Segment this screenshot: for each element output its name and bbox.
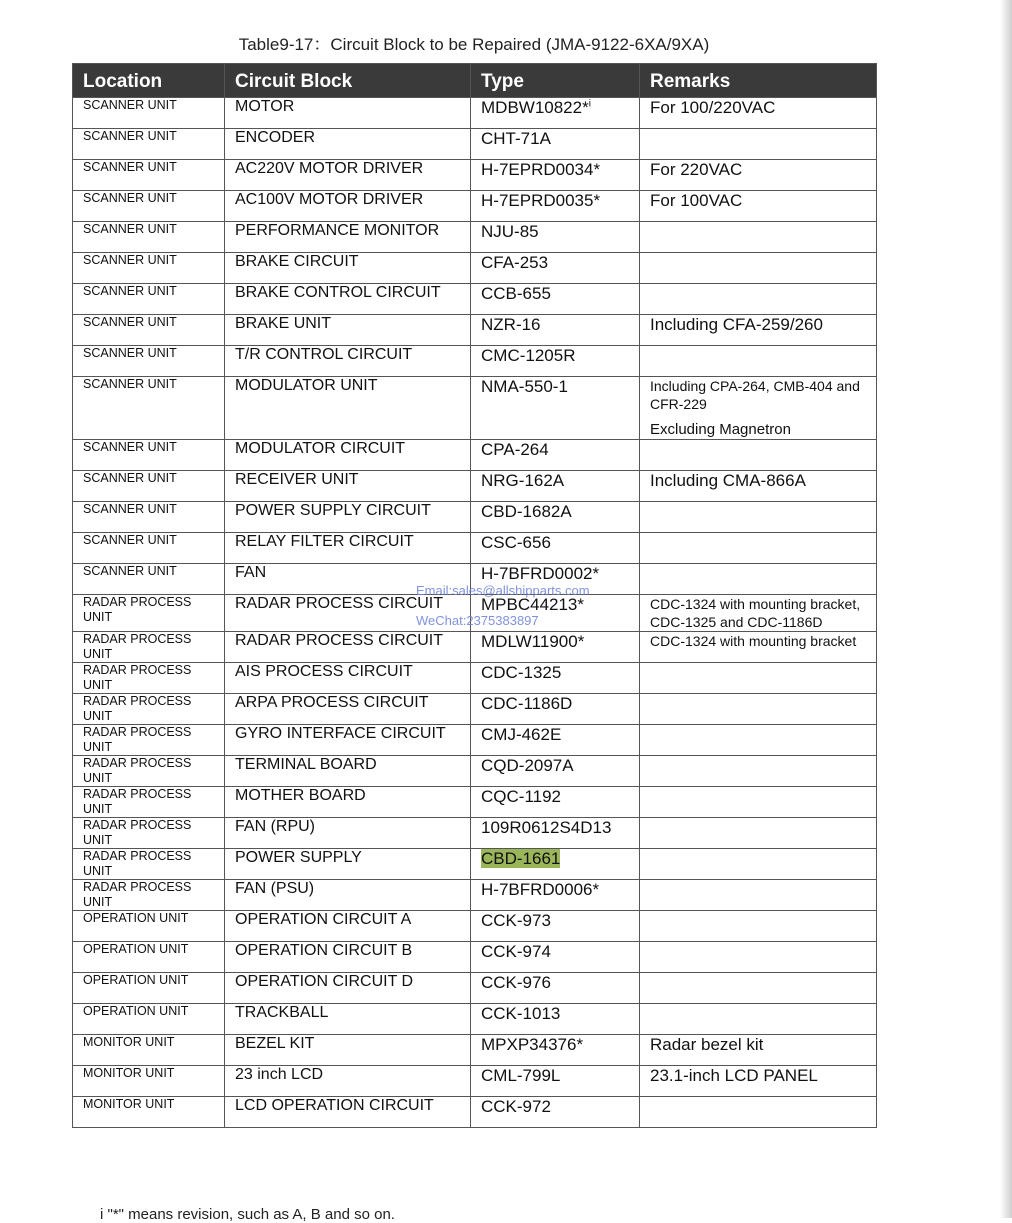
type-code: NZR-16	[481, 315, 541, 334]
cell-type	[471, 502, 640, 533]
table-row	[73, 502, 877, 533]
type-code: CCK-973	[481, 911, 551, 930]
type-code: CDC-1186D	[481, 694, 573, 713]
remarks-text: Including CFA-259/260	[650, 315, 823, 334]
remarks-text: 23.1-inch LCD PANEL	[650, 1066, 818, 1085]
cell-circuit-block: OPERATION CIRCUIT B	[225, 942, 471, 973]
cell-location: RADAR PROCESS UNIT	[73, 632, 225, 663]
cell-location: SCANNER UNIT	[73, 533, 225, 564]
cell-remarks	[640, 160, 877, 191]
type-code: CCK-972	[481, 1097, 551, 1116]
cell-type	[471, 1097, 640, 1128]
cell-circuit-block: 23 inch LCD	[225, 1066, 471, 1097]
cell-circuit-block: TERMINAL BOARD	[225, 756, 471, 787]
cell-type	[471, 284, 640, 315]
table-row	[73, 725, 877, 756]
type-code: CBD-1661	[481, 849, 561, 868]
type-code: NMA-550-1	[481, 377, 568, 396]
cell-type	[471, 880, 640, 911]
cell-remarks	[640, 346, 877, 377]
cell-location: SCANNER UNIT	[73, 129, 225, 160]
type-code: CBD-1682A	[481, 502, 572, 521]
cell-circuit-block: OPERATION CIRCUIT A	[225, 911, 471, 942]
cell-location: SCANNER UNIT	[73, 377, 225, 440]
cell-location: SCANNER UNIT	[73, 98, 225, 129]
cell-remarks	[640, 880, 877, 911]
cell-type	[471, 694, 640, 725]
type-code: H-7EPRD0035*	[481, 191, 601, 210]
table-row	[73, 253, 877, 284]
cell-circuit-block: MOTHER BOARD	[225, 787, 471, 818]
cell-type	[471, 129, 640, 160]
table-row	[73, 942, 877, 973]
header-circuit-block: Circuit Block	[225, 64, 471, 98]
cell-location: SCANNER UNIT	[73, 253, 225, 284]
header-location: Location	[73, 64, 225, 98]
cell-circuit-block: OPERATION CIRCUIT D	[225, 973, 471, 1004]
table-row	[73, 1066, 877, 1097]
remarks-text: For 100VAC	[650, 191, 743, 210]
table-row	[73, 1035, 877, 1066]
cell-remarks	[640, 818, 877, 849]
type-code: H-7BFRD0006*	[481, 880, 600, 899]
cell-location: RADAR PROCESS UNIT	[73, 818, 225, 849]
cell-location: RADAR PROCESS UNIT	[73, 694, 225, 725]
type-code: CSC-656	[481, 533, 551, 552]
cell-remarks	[640, 533, 877, 564]
table-row	[73, 98, 877, 129]
cell-location: SCANNER UNIT	[73, 284, 225, 315]
cell-circuit-block: BRAKE CONTROL CIRCUIT	[225, 284, 471, 315]
type-code: H-7BFRD0002*	[481, 564, 600, 583]
cell-circuit-block: TRACKBALL	[225, 1004, 471, 1035]
cell-circuit-block: BRAKE CIRCUIT	[225, 253, 471, 284]
cell-location: RADAR PROCESS UNIT	[73, 595, 225, 632]
cell-type	[471, 818, 640, 849]
cell-circuit-block: FAN (PSU)	[225, 880, 471, 911]
header-type: Type	[471, 64, 640, 98]
table-row	[73, 191, 877, 222]
header-remarks: Remarks	[640, 64, 877, 98]
remarks-text: For 220VAC	[650, 160, 743, 179]
table-row	[73, 632, 877, 663]
cell-remarks	[640, 663, 877, 694]
cell-circuit-block: BRAKE UNIT	[225, 315, 471, 346]
table-caption: Table9-17：Circuit Block to be Repaired (JMA-9122-6XA/9XA)	[238, 35, 710, 54]
cell-circuit-block: PERFORMANCE MONITOR	[225, 222, 471, 253]
type-code: CCK-976	[481, 973, 551, 992]
table-row	[73, 694, 877, 725]
cell-type	[471, 973, 640, 1004]
cell-location: RADAR PROCESS UNIT	[73, 725, 225, 756]
cell-remarks	[640, 98, 877, 129]
cell-type	[471, 315, 640, 346]
cell-type	[471, 440, 640, 471]
watermark-email: Email:sales@allshipparts.com	[416, 583, 590, 598]
cell-remarks	[640, 1035, 877, 1066]
cell-location: RADAR PROCESS UNIT	[73, 663, 225, 694]
cell-type	[471, 160, 640, 191]
type-code: MPBC44213*	[481, 595, 585, 614]
type-code: CCB-655	[481, 284, 551, 303]
type-code: 109R0612S4D13	[481, 818, 612, 837]
cell-circuit-block: BEZEL KIT	[225, 1035, 471, 1066]
cell-location: SCANNER UNIT	[73, 315, 225, 346]
cell-location: MONITOR UNIT	[73, 1066, 225, 1097]
cell-location: OPERATION UNIT	[73, 942, 225, 973]
cell-circuit-block: ENCODER	[225, 129, 471, 160]
cell-type	[471, 849, 640, 880]
cell-location: RADAR PROCESS UNIT	[73, 787, 225, 818]
remarks-text: For 100/220VAC	[650, 98, 776, 117]
cell-type	[471, 98, 640, 129]
cell-type	[471, 725, 640, 756]
table-row	[73, 911, 877, 942]
cell-type	[471, 253, 640, 284]
type-code: MDBW10822*	[481, 98, 589, 117]
cell-type	[471, 911, 640, 942]
footnote: i "*" means revision, such as A, B and so on.	[100, 1206, 395, 1223]
cell-type	[471, 1066, 640, 1097]
cell-circuit-block: MODULATOR CIRCUIT	[225, 440, 471, 471]
table-row	[73, 1004, 877, 1035]
cell-circuit-block: FAN	[225, 564, 471, 595]
cell-remarks	[640, 595, 877, 632]
cell-circuit-block: RADAR PROCESS CIRCUIT	[225, 595, 471, 632]
cell-circuit-block: RADAR PROCESS CIRCUIT	[225, 632, 471, 663]
table-row	[73, 315, 877, 346]
type-code: MPXP34376*	[481, 1035, 584, 1054]
cell-location: SCANNER UNIT	[73, 471, 225, 502]
remarks-text: Radar bezel kit	[650, 1035, 764, 1054]
footnote-marker: i	[588, 98, 591, 110]
type-code: CCK-1013	[481, 1004, 561, 1023]
cell-type	[471, 632, 640, 663]
cell-location: OPERATION UNIT	[73, 1004, 225, 1035]
cell-circuit-block: RELAY FILTER CIRCUIT	[225, 533, 471, 564]
type-code: NJU-85	[481, 222, 539, 241]
cell-circuit-block: AIS PROCESS CIRCUIT	[225, 663, 471, 694]
cell-location: SCANNER UNIT	[73, 222, 225, 253]
cell-location: SCANNER UNIT	[73, 564, 225, 595]
table-row	[73, 160, 877, 191]
type-code: CHT-71A	[481, 129, 551, 148]
cell-remarks	[640, 471, 877, 502]
cell-type	[471, 346, 640, 377]
cell-circuit-block: GYRO INTERFACE CIRCUIT	[225, 725, 471, 756]
table-row	[73, 222, 877, 253]
table-row	[73, 440, 877, 471]
table-row	[73, 377, 877, 440]
cell-location: RADAR PROCESS UNIT	[73, 880, 225, 911]
cell-type	[471, 222, 640, 253]
cell-remarks	[640, 315, 877, 346]
cell-location: OPERATION UNIT	[73, 973, 225, 1004]
table-row	[73, 129, 877, 160]
remarks-text: CDC-1324 with mounting bracket	[650, 633, 857, 649]
cell-remarks	[640, 911, 877, 942]
table-row	[73, 284, 877, 315]
cell-type	[471, 787, 640, 818]
type-code: CMJ-462E	[481, 725, 562, 744]
cell-remarks	[640, 1004, 877, 1035]
type-code: CQC-1192	[481, 787, 561, 806]
cell-circuit-block: RECEIVER UNIT	[225, 471, 471, 502]
cell-remarks	[640, 725, 877, 756]
remarks-text: Including CPA-264, CMB-404 and CFR-229	[650, 378, 860, 412]
cell-location: RADAR PROCESS UNIT	[73, 756, 225, 787]
cell-type	[471, 1035, 640, 1066]
cell-type	[471, 377, 640, 440]
cell-remarks	[640, 756, 877, 787]
cell-remarks	[640, 129, 877, 160]
cell-location: OPERATION UNIT	[73, 911, 225, 942]
cell-remarks	[640, 564, 877, 595]
cell-location: SCANNER UNIT	[73, 346, 225, 377]
cell-location: RADAR PROCESS UNIT	[73, 849, 225, 880]
table-row	[73, 533, 877, 564]
type-code: MDLW11900*	[481, 632, 585, 651]
cell-type	[471, 1004, 640, 1035]
cell-location: SCANNER UNIT	[73, 502, 225, 533]
cell-remarks	[640, 253, 877, 284]
cell-type	[471, 756, 640, 787]
cell-circuit-block: MODULATOR UNIT	[225, 377, 471, 440]
table-row	[73, 880, 877, 911]
cell-remarks	[640, 502, 877, 533]
cell-location: SCANNER UNIT	[73, 160, 225, 191]
cell-circuit-block: FAN (RPU)	[225, 818, 471, 849]
cell-remarks	[640, 191, 877, 222]
cell-type	[471, 942, 640, 973]
type-code: CDC-1325	[481, 663, 562, 682]
cell-circuit-block: AC220V MOTOR DRIVER	[225, 160, 471, 191]
cell-remarks	[640, 942, 877, 973]
cell-circuit-block: POWER SUPPLY	[225, 849, 471, 880]
type-code: CML-799L	[481, 1066, 561, 1085]
table-row	[73, 787, 877, 818]
type-code: CMC-1205R	[481, 346, 576, 365]
cell-circuit-block: POWER SUPPLY CIRCUIT	[225, 502, 471, 533]
remarks-text: Including CMA-866A	[650, 471, 806, 490]
table-row	[73, 1097, 877, 1128]
table-row	[73, 663, 877, 694]
cell-remarks	[640, 787, 877, 818]
cell-circuit-block: AC100V MOTOR DRIVER	[225, 191, 471, 222]
cell-circuit-block: LCD OPERATION CIRCUIT	[225, 1097, 471, 1128]
cell-remarks	[640, 849, 877, 880]
type-code: CCK-974	[481, 942, 551, 961]
type-code: CFA-253	[481, 253, 549, 272]
cell-remarks	[640, 973, 877, 1004]
cell-circuit-block: MOTOR	[225, 98, 471, 129]
cell-location: SCANNER UNIT	[73, 440, 225, 471]
cell-remarks	[640, 222, 877, 253]
table-row	[73, 849, 877, 880]
cell-remarks	[640, 284, 877, 315]
cell-circuit-block: T/R CONTROL CIRCUIT	[225, 346, 471, 377]
type-code: CPA-264	[481, 440, 549, 459]
cell-type	[471, 533, 640, 564]
cell-remarks	[640, 1097, 877, 1128]
cell-type	[471, 191, 640, 222]
remarks-text: Excluding Magnetron	[650, 421, 791, 438]
cell-remarks	[640, 377, 877, 440]
type-code: NRG-162A	[481, 471, 565, 490]
cell-location: MONITOR UNIT	[73, 1035, 225, 1066]
watermark-wechat: WeChat:2375383897	[416, 613, 539, 628]
table-row	[73, 973, 877, 1004]
type-code: H-7EPRD0034*	[481, 160, 601, 179]
remarks-text: CDC-1324 with mounting bracket, CDC-1325 and CDC-1186D	[650, 596, 861, 630]
table-row	[73, 818, 877, 849]
cell-type	[471, 663, 640, 694]
cell-circuit-block: ARPA PROCESS CIRCUIT	[225, 694, 471, 725]
type-code: CQD-2097A	[481, 756, 574, 775]
table-row	[73, 756, 877, 787]
cell-remarks	[640, 440, 877, 471]
page-edge-shadow	[1000, 0, 1012, 1218]
cell-location: SCANNER UNIT	[73, 191, 225, 222]
table-header-row	[73, 64, 877, 98]
cell-remarks	[640, 632, 877, 663]
table-row	[73, 346, 877, 377]
cell-type	[471, 471, 640, 502]
cell-location: MONITOR UNIT	[73, 1097, 225, 1128]
cell-remarks	[640, 694, 877, 725]
cell-remarks	[640, 1066, 877, 1097]
table-row	[73, 471, 877, 502]
